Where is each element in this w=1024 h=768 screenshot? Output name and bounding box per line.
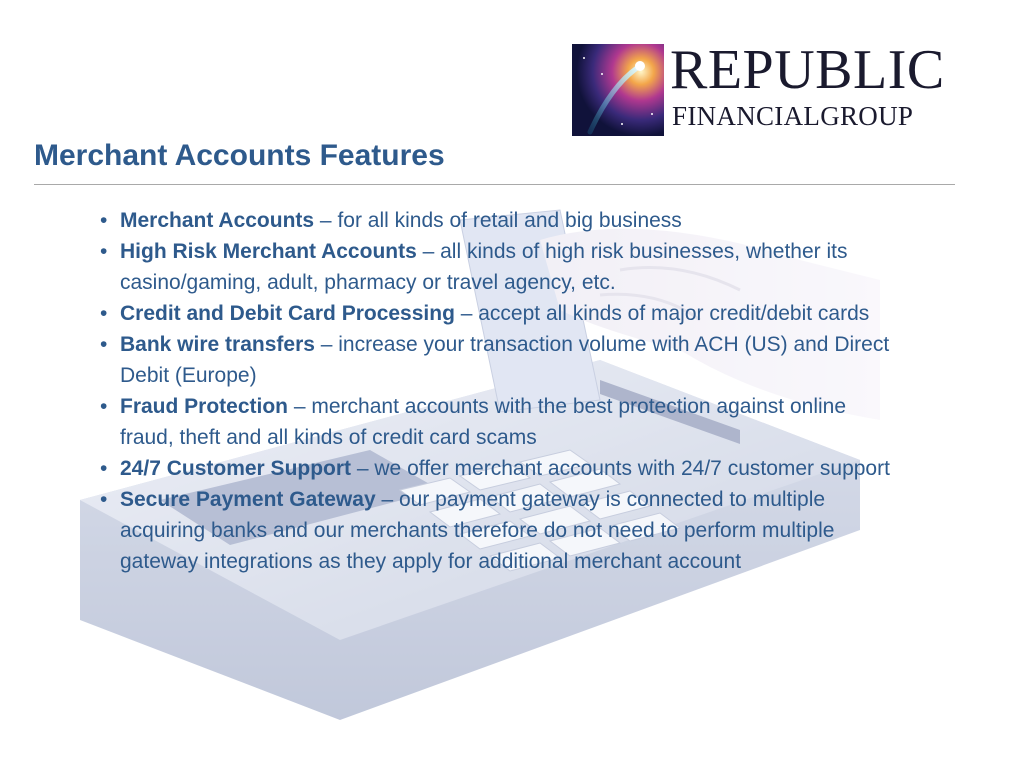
list-item bbox=[100, 453, 890, 484]
bullet-icon: • bbox=[100, 457, 108, 480]
feature-term: High Risk Merchant Accounts bbox=[120, 240, 417, 263]
page-title: Merchant Accounts Features bbox=[34, 139, 445, 172]
bullet-icon: • bbox=[100, 395, 108, 418]
list-item bbox=[100, 205, 890, 236]
list-item bbox=[100, 298, 890, 329]
feature-description: – we offer merchant accounts with 24/7 customer support bbox=[351, 457, 890, 480]
bullet-icon: • bbox=[100, 240, 108, 263]
feature-term: Fraud Protection bbox=[120, 395, 289, 418]
list-item bbox=[100, 391, 890, 453]
feature-description: – for all kinds of retail and big business bbox=[314, 209, 682, 232]
feature-description: – accept all kinds of major credit/debit cards bbox=[454, 302, 870, 325]
feature-term: Bank wire transfers bbox=[120, 333, 315, 356]
bullet-icon: • bbox=[100, 333, 108, 356]
feature-description: – our payment gateway is connected to multiple acquiring banks and our merchants therefore do not need to perform multiple gateway integrations as they apply for additional merchant account bbox=[120, 488, 835, 573]
list-item bbox=[100, 236, 890, 298]
bullet-icon: • bbox=[100, 302, 108, 325]
bullet-icon: • bbox=[100, 488, 108, 511]
feature-term: Credit and Debit Card Processing bbox=[120, 302, 455, 325]
feature-description: – merchant accounts with the best protection against online fraud, theft and all kinds of credit card scams bbox=[120, 395, 847, 449]
feature-term: 24/7 Customer Support bbox=[120, 457, 352, 480]
list-item bbox=[100, 329, 890, 391]
comet-streak-icon bbox=[572, 44, 664, 136]
feature-term: Merchant Accounts bbox=[120, 209, 315, 232]
title-divider bbox=[34, 184, 955, 185]
feature-list bbox=[100, 205, 890, 577]
company-logo bbox=[572, 39, 964, 136]
feature-term: Secure Payment Gateway bbox=[120, 488, 376, 511]
logo-wordmark-bottom: FINANCIALGROUP bbox=[672, 101, 914, 131]
feature-description: – all kinds of high risk businesses, whether its casino/gaming, adult, pharmacy or travel agency, etc. bbox=[120, 240, 848, 294]
bullet-icon: • bbox=[100, 209, 108, 232]
feature-description: – increase your transaction volume with ACH (US) and Direct Debit (Europe) bbox=[120, 333, 890, 387]
list-item bbox=[100, 484, 890, 577]
logo-wordmark-top: REPUBLIC bbox=[670, 39, 945, 101]
